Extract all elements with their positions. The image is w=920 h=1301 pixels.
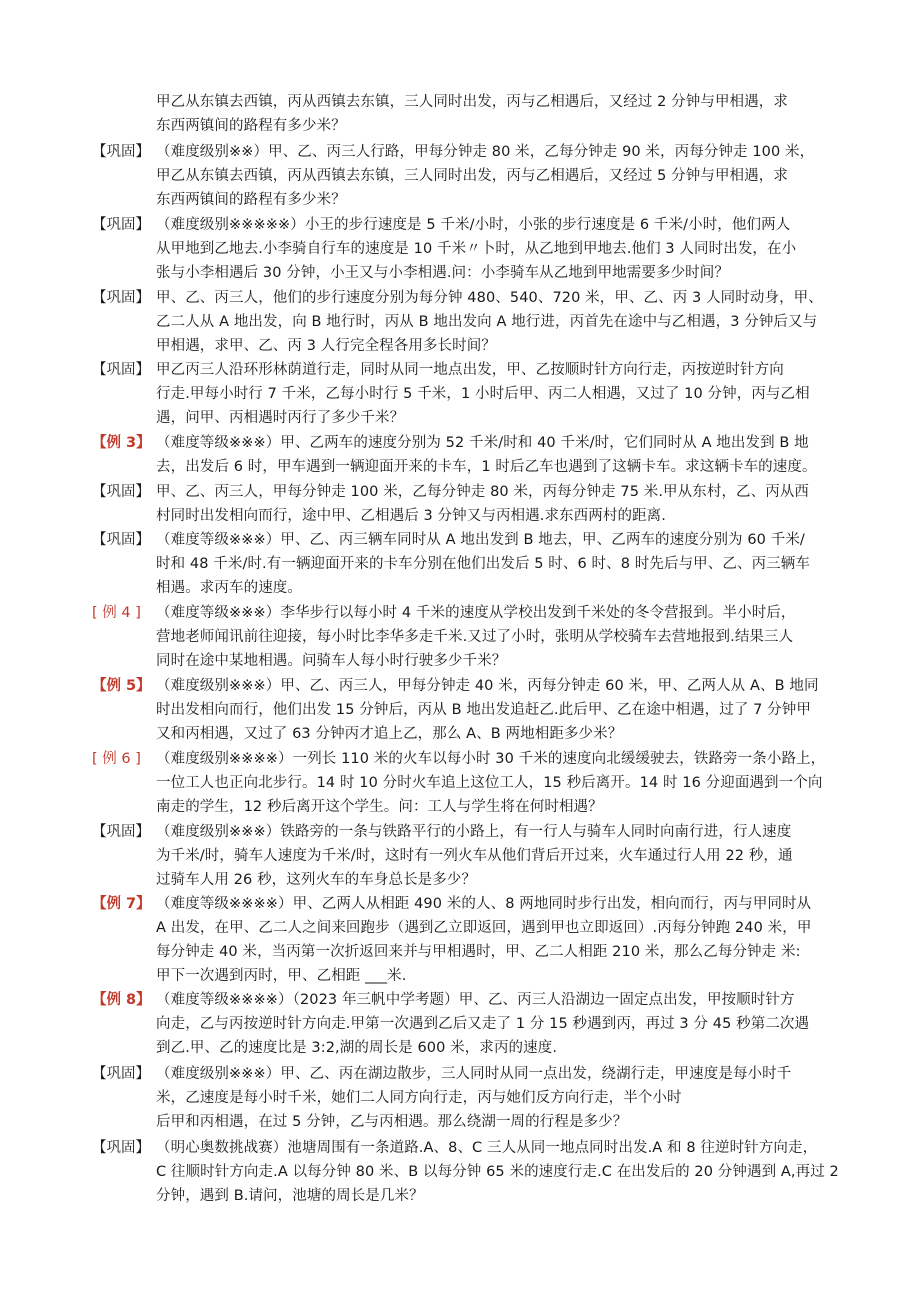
problem-line: 每分钟走 40 米，当丙第一次折返回来并与甲相遇时，甲、乙二人相距 210 米，那么乙每分钟走 米: [156, 944, 801, 960]
problem-tag: 【巩固】 [92, 484, 150, 500]
problem-line: 一位工人也正向北步行。14 时 10 分时火车追上这位工人，15 秒后离开。14 时 16 分迎面遇到一个向 [156, 775, 823, 791]
problem-line: （难度等级※※※）甲、乙两车的速度分别为 52 千米/时和 40 千米/时，它们同时从 A 地出发到 B 地 [156, 435, 809, 451]
problem-line: 又和丙相遇，又过了 63 分钟丙才追上乙，那么 A、B 两地相距多少米？ [156, 726, 623, 742]
problem-line: 甲相遇，求甲、乙、丙 3 人行完全程各用多长时间？ [156, 338, 496, 354]
problem-tag: 【例 8】 [92, 992, 151, 1008]
problem-line: 甲、乙、丙三人，他们的步行速度分别为每分钟 480、540、720 米，甲、乙、丙 3 人同时动身，甲、 [156, 290, 823, 306]
problem-tag: 【巩固】 [92, 532, 150, 548]
problem-tag: [ 例 6 ] [92, 751, 141, 767]
problem-line: 从甲地到乙地去.小李骑自行车的速度是 10 千米〃卜时，从乙地到甲地去.他们 3 人同时出发，在小 [156, 241, 797, 257]
problem-line: 甲下一次遇到丙时，甲、乙相距 ___米. [156, 968, 407, 984]
problem-line: 为千米/时，骑车人速度为千米/时，这时有一列火车从他们背后开过来，火车通过行人用 22 秒，通 [156, 848, 793, 864]
problem-line: 甲、乙、丙三人，甲每分钟走 100 米，乙每分钟走 80 米，丙每分钟走 75 米.甲从东村，乙、丙从西 [156, 484, 810, 500]
problem-line: 甲乙从东镇去西镇，丙从西镇去东镇，三人同时出发，丙与乙相遇后，又经过 5 分钟与甲相遇，求 [156, 168, 788, 184]
problem-line: （难度等级※※※※）甲、乙两人从相距 490 米的人、8 两地同时步行出发，相向而行，丙与甲同时从 [156, 896, 812, 912]
problem-line: （难度级别※※※※）一列长 110 米的火车以每小时 30 千米的速度向北缓缓驶去，铁路旁一条小路上， [156, 751, 826, 767]
problem-line: 甲乙从东镇去西镇，丙从西镇去东镇，三人同时出发，丙与乙相遇后，又经过 2 分钟与甲相遇，求 [156, 94, 788, 110]
problem-tag: 【巩固】 [92, 144, 150, 160]
problem-line: （难度级别※※※）甲、乙、丙三人，甲每分钟走 40 米，丙每分钟走 60 米，甲、乙两人从 A、B 地同 [156, 678, 819, 694]
problem-line: 南走的学生，12 秒后离开这个学生。问：工人与学生将在何时相遇？ [156, 799, 603, 815]
problem-tag: 【巩固】 [92, 290, 150, 306]
problem-line: 时出发相向而行，他们出发 15 分钟后，丙从 B 地出发追赶乙.此后甲、乙在途中相遇，过了 7 分钟甲 [156, 702, 811, 718]
problem-line: （难度等级※※※）李华步行以每小时 4 千米的速度从学校出发到千米处的冬令营报到。半小时后， [156, 605, 796, 621]
problem-line: （难度级别※※※）铁路旁的一条与铁路平行的小路上，有一行人与骑车人同时向南行进，行人速度 [156, 824, 792, 840]
problem-tag: 【巩固】 [92, 1140, 150, 1156]
problem-tag: 【巩固】 [92, 362, 150, 378]
problem-line: 甲乙丙三人沿环形林荫道行走，同时从同一地点出发，甲、乙按顺时针方向行走，丙按逆时针方向 [156, 362, 784, 378]
problem-line: 到乙.甲、乙的速度比是 3:2,湖的周长是 600 米，求丙的速度. [156, 1040, 558, 1056]
problem-line: 米，乙速度是每小时千米，她们二人同方向行走，丙与她们反方向行走，半个小时 [156, 1090, 682, 1106]
problem-line: 向走，乙与丙按逆时针方向走.甲第一次遇到乙后又走了 1 分 15 秒遇到丙，再过 3 分 45 秒第二次遇 [156, 1016, 810, 1032]
problem-line: （难度级别※※※）甲、乙、丙在湖边散步，三人同时从同一点出发，绕湖行走，甲速度是每小时千 [156, 1066, 792, 1082]
problem-line: 乙二人从 A 地出发，向 B 地行时，丙从 B 地出发向 A 地行进，丙首先在途中与乙相遇，3 分钟后又与 [156, 314, 818, 330]
problem-line: （难度级别※※※※※）小王的步行速度是 5 千米/小时，小张的步行速度是 6 千米/小时，他们两人 [156, 217, 791, 233]
problem-line: （明心奥数挑战赛）池塘周围有一条道路.A、8、C 三人从同一地点同时出发.A 和 8 往逆时针方向走， [156, 1140, 818, 1156]
problem-line: 过骑车人用 26 秒，这列火车的车身总长是多少？ [156, 872, 477, 888]
problem-tag: 【例 5】 [92, 678, 151, 694]
problem-line: 去，出发后 6 时，甲车遇到一辆迎面开来的卡车，1 时后乙车也遇到了这辆卡车。求这辆卡车的速度。 [156, 459, 817, 475]
problem-line: C 往顺时针方向走.A 以每分钟 80 米、B 以每分钟 65 米的速度行走.C 在出发后的 20 分钟遇到 A,再过 2 [156, 1164, 839, 1180]
problem-line: 村同时出发相向而行，途中甲、乙相遇后 3 分钟又与丙相遇.求东西两村的距离. [156, 508, 666, 524]
problem-line: 遇，问甲、丙相遇时丙行了多少千米？ [156, 410, 405, 426]
problem-tag: 【巩固】 [92, 217, 150, 233]
problem-line: 营地老师闻讯前往迎接，每小时比李华多走千米.又过了小时，张明从学校骑车去营地报到.结果三人 [156, 629, 794, 645]
problem-line: （难度等级※※※※）（2023 年三帆中学考题）甲、乙、丙三人沿湖边一固定点出发，甲按顺时针方 [156, 992, 795, 1008]
problem-tag: [ 例 4 ] [92, 605, 141, 621]
problem-tag: 【例 3】 [92, 435, 151, 451]
problem-line: 同时在途中某地相遇。问骑车人每小时行驶多少千米？ [156, 653, 507, 669]
problem-tag: 【例 7】 [92, 896, 151, 912]
problem-line: （难度等级※※※）甲、乙、丙三辆车同时从 A 地出发到 B 地去，甲、乙两车的速度分别为 60 千米/ [156, 532, 805, 548]
problem-tag: 【巩固】 [92, 1066, 150, 1082]
problem-line: 后甲和丙相遇，在过 5 分钟，乙与丙相遇。那么绕湖一周的行程是多少？ [156, 1114, 628, 1130]
problem-tag: 【巩固】 [92, 824, 150, 840]
problem-line: 张与小李相遇后 30 分钟，小王又与小李相遇.问：小李骑车从乙地到甲地需要多少时间？ [156, 265, 729, 281]
problem-line: 东西两镇间的路程有多少米？ [156, 192, 346, 208]
problem-line: 东西两镇间的路程有多少米？ [156, 118, 346, 134]
problem-line: 分钟，遇到 B.请问，池塘的周长是几米？ [156, 1188, 424, 1204]
problem-line: 行走.甲每小时行 7 千米，乙每小时行 5 千米，1 小时后甲、丙二人相遇，又过了 10 分钟，丙与乙相 [156, 386, 810, 402]
problem-line: （难度级别※※）甲、乙、丙三人行路，甲每分钟走 80 米，乙每分钟走 90 米，丙每分钟走 100 米， [156, 144, 815, 160]
problem-line: 相遇。求丙车的速度。 [156, 580, 302, 596]
problem-line: 时和 48 千米/时.有一辆迎面开来的卡车分别在他们出发后 5 时、6 时、8 时先后与甲、乙、丙三辆车 [156, 556, 810, 572]
problem-line: A 出发，在甲、乙二人之间来回跑步（遇到乙立即返回，遇到甲也立即返回）.丙每分钟跑 240 米，甲 [156, 920, 812, 936]
